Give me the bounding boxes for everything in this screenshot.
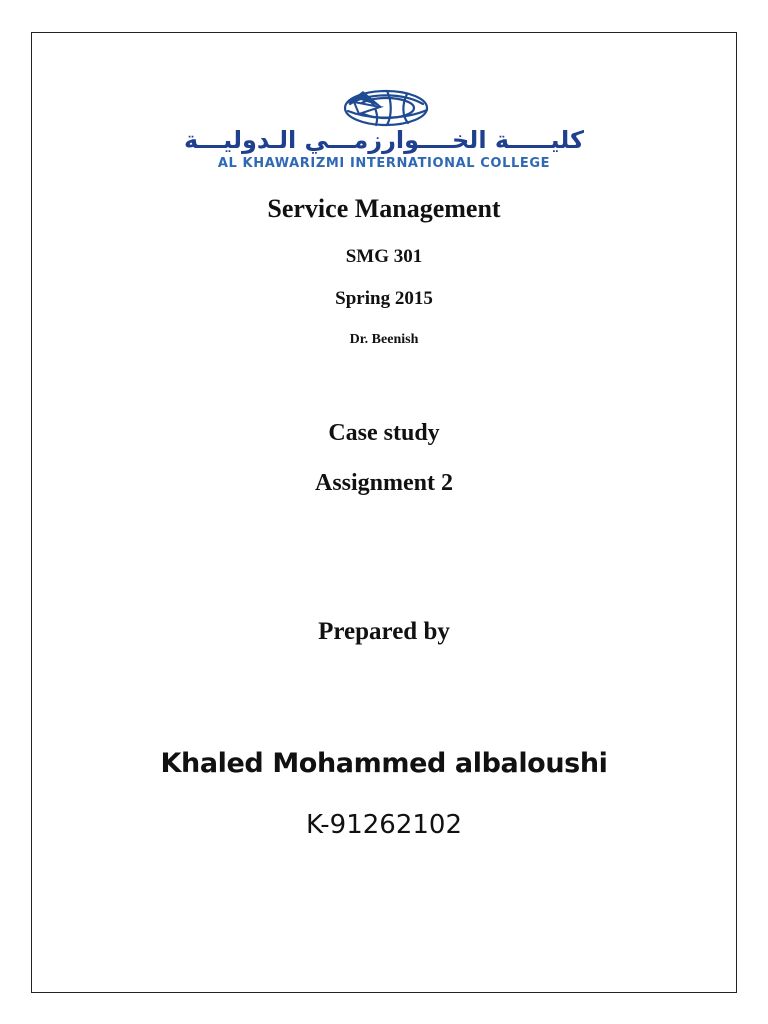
- course-code: SMG 301: [345, 246, 423, 267]
- course-term: Spring 2015: [335, 288, 433, 309]
- prepared-by-label: Prepared by: [318, 618, 450, 645]
- student-name: Khaled Mohammed albaloushi: [160, 748, 608, 779]
- student-id: K-91262102: [305, 810, 463, 840]
- college-english-name: AL KHAWARIZMI INTERNATIONAL COLLEGE: [217, 156, 551, 171]
- assignment-title: Assignment 2: [314, 470, 453, 496]
- globe-logo-icon: [332, 80, 436, 132]
- college-logo: [0, 80, 768, 132]
- document-type: Case study: [328, 420, 440, 446]
- page-border: [31, 32, 737, 993]
- course-title: Service Management: [267, 194, 501, 223]
- college-arabic-name: كليـــــة الخــــوارزمـــي الـدوليـــة: [183, 126, 585, 154]
- instructor-name: Dr. Beenish: [349, 332, 419, 347]
